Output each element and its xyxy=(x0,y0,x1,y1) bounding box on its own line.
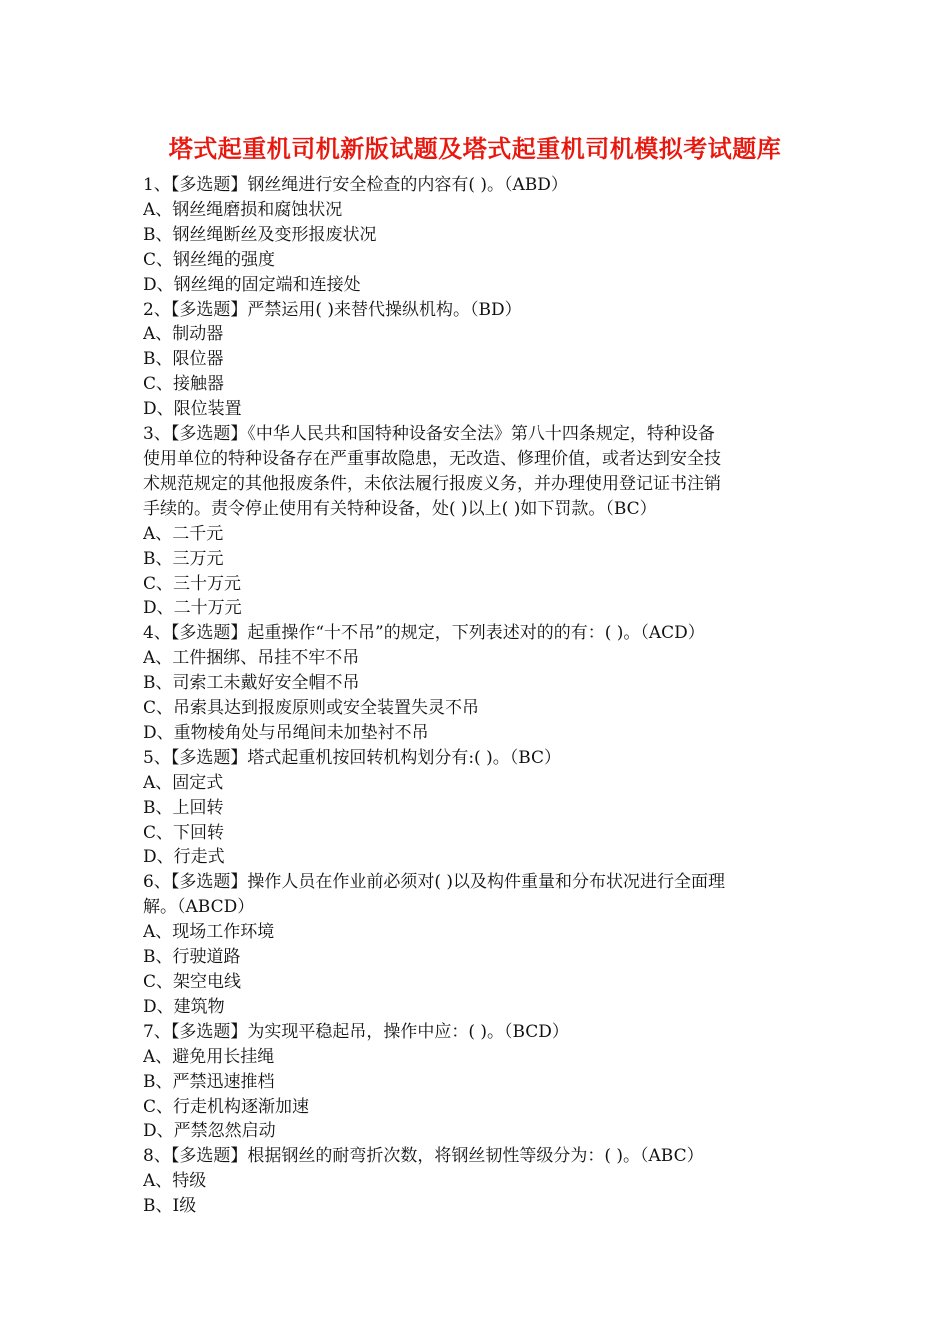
option-a: A、二千元 xyxy=(143,523,224,544)
question-stem-line: 手续的。责令停止使用有关特种设备，处( )以上( )如下罚款。（BC） xyxy=(143,498,657,519)
option-c: C、行走机构逐渐加速 xyxy=(143,1096,310,1117)
option-c: C、钢丝绳的强度 xyxy=(143,249,276,270)
question-stem-line: 3、【多选题】《中华人民共和国特种设备安全法》第八十四条规定，特种设备 xyxy=(143,424,715,445)
option-b: B、三万元 xyxy=(143,548,224,569)
question-stem: 2、【多选题】严禁运用( )来替代操纵机构。（BD） xyxy=(143,299,522,320)
option-c: C、吊索具达到报废原则或安全装置失灵不吊 xyxy=(143,698,480,719)
option-b: B、严禁迅速推档 xyxy=(143,1071,275,1092)
option-b: B、钢丝绳断丝及变形报废状况 xyxy=(143,224,377,245)
question-2 xyxy=(143,298,813,423)
question-stem-line: 使用单位的特种设备存在严重事故隐患，无改造、修理价值，或者达到安全技 xyxy=(143,448,721,469)
option-c: C、三十万元 xyxy=(143,573,242,594)
question-7 xyxy=(143,1020,813,1145)
option-c: C、接触器 xyxy=(143,374,225,395)
option-c: C、架空电线 xyxy=(143,972,242,992)
option-d: D、行走式 xyxy=(143,847,225,868)
question-stem: 7、【多选题】为实现平稳起吊，操作中应：( )。（BCD） xyxy=(143,1021,569,1042)
question-stem-line: 术规范规定的其他报废条件，未依法履行报废义务，并办理使用登记证书注销 xyxy=(143,473,721,494)
question-stem-line: 解。（ABCD） xyxy=(143,897,255,918)
option-c: C、下回转 xyxy=(143,822,225,843)
option-b: B、行驶道路 xyxy=(143,947,241,968)
option-d: D、严禁忽然启动 xyxy=(143,1121,276,1142)
option-d: D、重物棱角处与吊绳间未加垫衬不吊 xyxy=(143,722,429,743)
question-list xyxy=(143,173,813,1219)
option-d: D、建筑物 xyxy=(143,996,225,1017)
option-b: B、Ⅰ级 xyxy=(143,1196,197,1217)
question-5 xyxy=(143,746,813,871)
option-b: B、限位器 xyxy=(143,349,224,370)
option-d: D、钢丝绳的固定端和连接处 xyxy=(143,274,361,295)
option-a: A、固定式 xyxy=(143,772,224,793)
option-b: B、上回转 xyxy=(143,797,224,818)
question-stem: 5、【多选题】塔式起重机按回转机构划分有:( )。（BC） xyxy=(143,747,562,768)
question-1 xyxy=(143,173,813,298)
option-d: D、限位装置 xyxy=(143,399,242,420)
question-3 xyxy=(143,422,813,621)
option-a: A、特级 xyxy=(143,1171,207,1192)
option-a: A、工件捆绑、吊挂不牢不吊 xyxy=(143,648,360,669)
option-a: A、制动器 xyxy=(143,324,224,345)
option-b: B、司索工未戴好安全帽不吊 xyxy=(143,673,360,694)
option-d: D、二十万元 xyxy=(143,598,242,619)
question-6 xyxy=(143,870,813,1019)
option-a: A、现场工作环境 xyxy=(143,922,275,943)
question-8 xyxy=(143,1144,813,1219)
question-4 xyxy=(143,621,813,746)
option-a: A、钢丝绳磨损和腐蚀状况 xyxy=(143,199,343,220)
question-stem-line: 6、【多选题】操作人员在作业前必须对( )以及构件重量和分布状况进行全面理 xyxy=(143,872,725,893)
question-stem: 4、【多选题】起重操作“十不吊”的规定，下列表述对的的有：( )。（ACD） xyxy=(143,623,705,644)
document-title: 塔式起重机司机新版试题及塔式起重机司机模拟考试题库 xyxy=(168,134,782,163)
question-stem: 8、【多选题】根据钢丝的耐弯折次数，将钢丝韧性等级分为：( )。（ABC） xyxy=(143,1146,704,1167)
option-a: A、避免用长挂绳 xyxy=(143,1046,275,1067)
question-stem: 1、【多选题】钢丝绳进行安全检查的内容有( )。（ABD） xyxy=(143,175,568,195)
